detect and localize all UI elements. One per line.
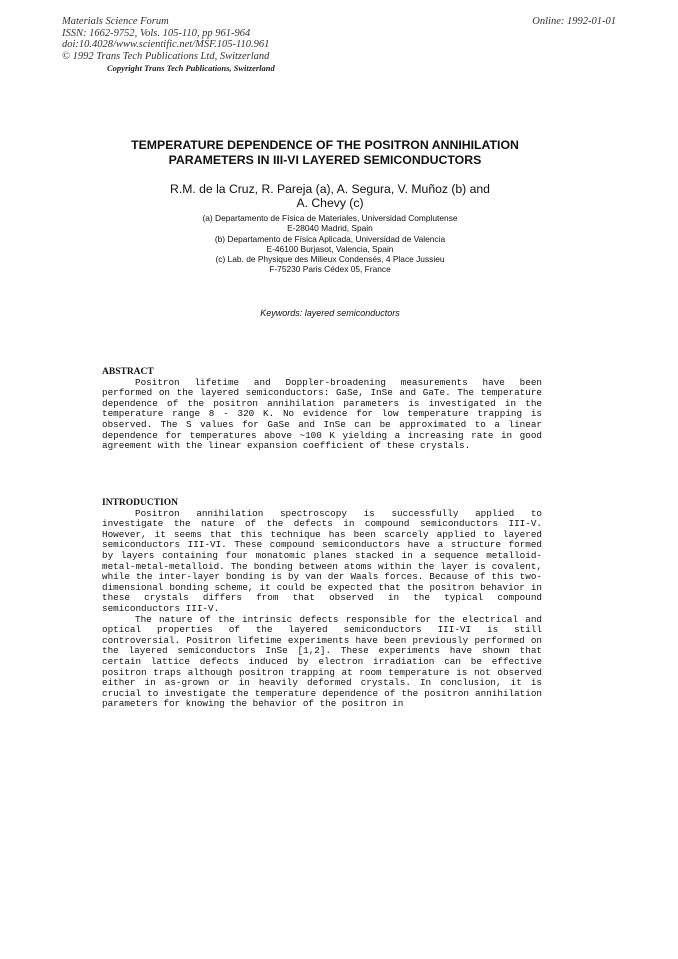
keywords: Keywords: layered semiconductors: [260, 308, 400, 318]
introduction-paragraph-1: Positron annihilation spectroscopy is successfully applied to investigate the nature of the defects in compound semiconductors III-V. However, it seems that this technique has been scarcely applied to layered semiconductors III-VI. These compound semiconductors have a structure formed by layers containing four monatomic planes stacked in a sequence metalloid-metal-metal-metalloid. The bonding between atoms within the layer is covalent, while the inter-layer bonding is by van der Waals forces. Because of this two-dimensional bonding scheme, it could be expected that the positron behavior in these crystals differs from that observed in the typical compound semiconductors III-V.: [102, 507, 542, 614]
journal-name: Materials Science Forum: [62, 16, 169, 27]
publication-info: [62, 16, 275, 75]
authors-line-1: R.M. de la Cruz, R. Pareja (a), A. Segura, V. Muñoz (b) and: [170, 182, 490, 196]
introduction-section: [102, 498, 542, 710]
affiliation-line: (b) Departamento de Física Aplicada, Universidad de Valencia: [214, 233, 446, 244]
affiliation-line: E-28040 Madrid, Spain: [287, 223, 373, 234]
title-line-2: PARAMETERS IN III-VI LAYERED SEMICONDUCTORS: [168, 153, 482, 167]
affiliation-line: E-46100 Burjasot, Valencia, Spain: [266, 243, 394, 254]
online-date: Online: 1992-01-01: [532, 16, 616, 27]
abstract-text: Positron lifetime and Doppler-broadening measurements have been performed on the layered semiconductors: GaSe, InSe and GaTe. The temperature dependence of the positron annihilation parameters is investigated in the temperature range 8 - 320 K. No evidence for low temperature trapping is observed. The S values for GaSe and InSe can be approximated to a linear dependence for temperatures above ~100 K yielding a increasing rate in good agreement with the linear expansion coefficient of these crystals.: [102, 376, 542, 452]
abstract-section: [102, 367, 542, 452]
affiliation-line: (a) Departamento de Física de Materiales, Universidad Complutense: [202, 213, 458, 223]
copyright-line: © 1992 Trans Tech Publications Ltd, Switzerland: [62, 50, 270, 62]
author-list: [120, 182, 540, 210]
affiliation-line: (c) Lab. de Physique des Milieux Condensés, 4 Place Jussieu: [215, 254, 445, 265]
affiliation-line: F-75230 Paris Cédex 05, France: [269, 264, 391, 275]
title-line-1: TEMPERATURE DEPENDENCE OF THE POSITRON ANNIHILATION: [131, 138, 519, 152]
authors-line-2: A. Chevy (c): [296, 196, 364, 210]
issn-line: ISSN: 1662-9752, Vols. 105-110, pp 961-964: [62, 27, 251, 39]
affiliations: [120, 213, 540, 275]
abstract-heading: ABSTRACT: [102, 367, 154, 377]
copyright-stamp: Copyright Trans Tech Publications, Switzerland: [107, 63, 275, 74]
introduction-heading: INTRODUCTION: [102, 498, 179, 508]
introduction-paragraph-2: The nature of the intrinsic defects responsible for the electrical and optical properties of the layered semiconductors III-VI is still controversial. Positron lifetime experiments have been previously performed on the layered semiconductors InSe [1,2]. These experiments have shown that certain lattice defects induced by electron irradiation can be effective positron traps although positron trapping at room temperature is not observed either in as-grown or in heavily deformed crystals. In conclusion, it is crucial to investigate the temperature dependence of the positron annihilation parameters for knowing the behavior of the positron in: [102, 613, 542, 710]
paper-title: [100, 138, 550, 168]
doi-line[interactable]: doi:10.4028/www.scientific.net/MSF.105-110.961: [62, 39, 270, 51]
